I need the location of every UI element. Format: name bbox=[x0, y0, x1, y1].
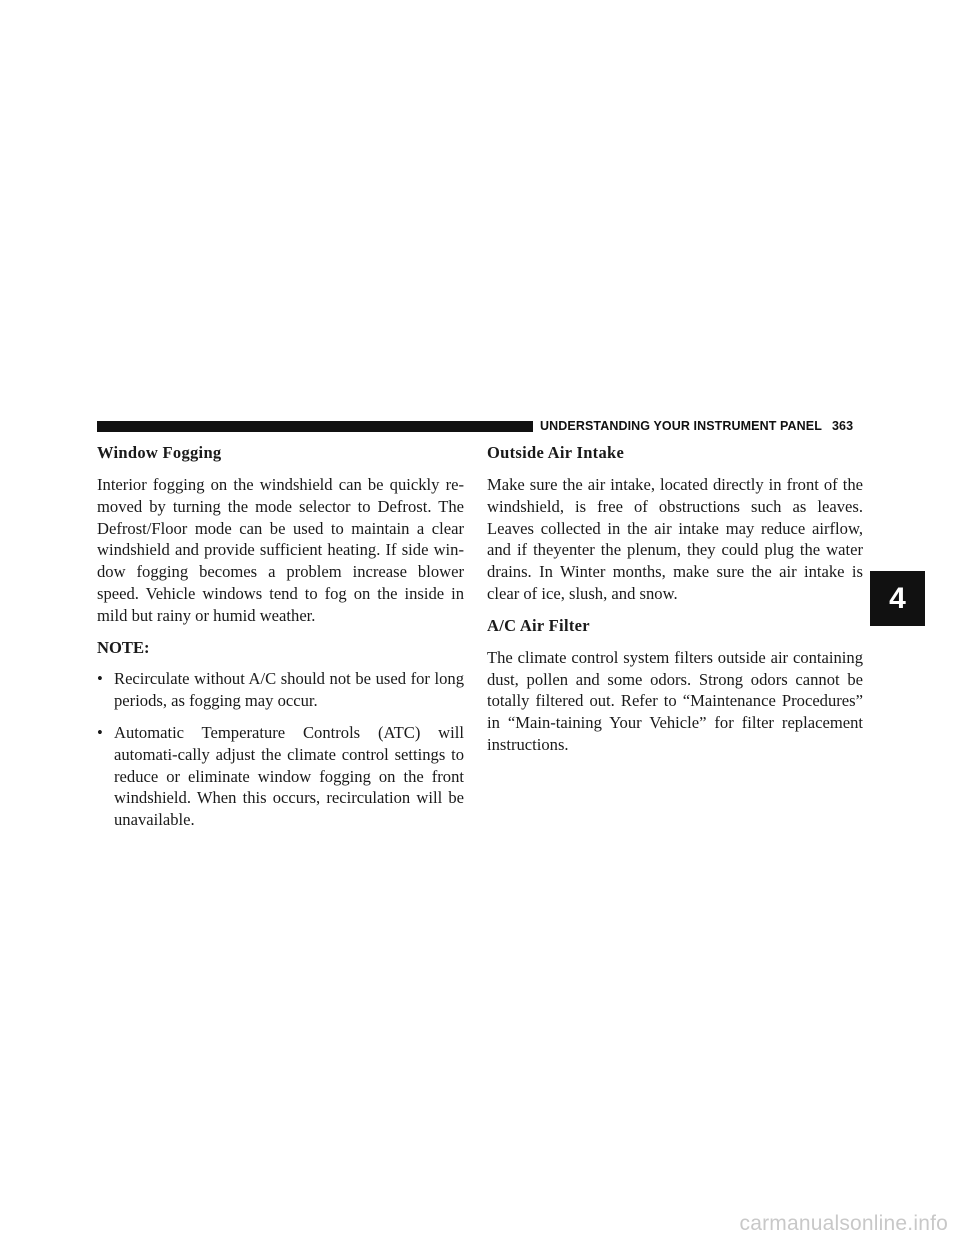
outside-air-intake-heading: Outside Air Intake bbox=[487, 443, 625, 462]
ac-air-filter-heading: A/C Air Filter bbox=[487, 615, 590, 635]
ac-air-filter-paragraph: The climate control system filters outside air containing dust, pollen and some odors. Strong odors cannot be totally filtered out. Refer to “Maintenance Procedures” in “Main-taining Your Vehicle” for filter replacement instructions. bbox=[487, 647, 863, 754]
watermark: carmanualsonline.info bbox=[739, 1212, 948, 1235]
bullet-icon: • bbox=[97, 669, 103, 689]
outside-air-intake-paragraph: Make sure the air intake, located directly in front of the windshield, is free of obstructions such as leaves. Leaves collected in the air intake may reduce airflow, and if theyenter the plenum, they could plug the water drains. In Winter months, make sure the air intake is clear of ice, slush, and snow. bbox=[487, 475, 863, 603]
list-item-text: Recirculate without A/C should not be used for long periods, as fogging may occur. bbox=[114, 669, 464, 711]
page-number: 363 bbox=[831, 419, 854, 433]
header-rule bbox=[97, 421, 533, 432]
window-fogging-heading: Window Fogging bbox=[97, 443, 222, 462]
note-list bbox=[97, 668, 464, 831]
bullet-icon: • bbox=[97, 722, 103, 742]
list-item-text: Automatic Temperature Controls (ATC) will automati-cally adjust the climate control settings to reduce or eliminate window fogging on the front windshield. When this occurs, recirculation will be unavailable. bbox=[114, 722, 464, 830]
window-fogging-paragraph: Interior fogging on the windshield can be quickly re-moved by turning the mode selector to Defrost. The Defrost/Floor mode can be used to maintain a clear windshield and provide sufficient heating. If side win-dow fogging becomes a problem increase blower speed. Vehicle windows tend to fog on the inside in mild but rainy or humid weather. bbox=[97, 475, 464, 625]
list-item bbox=[97, 722, 464, 831]
note-label: NOTE: bbox=[97, 637, 150, 657]
section-title: UNDERSTANDING YOUR INSTRUMENT PANEL bbox=[540, 419, 822, 433]
left-column bbox=[97, 442, 464, 841]
list-item bbox=[97, 668, 464, 712]
running-header bbox=[540, 419, 870, 433]
right-column bbox=[487, 442, 863, 766]
chapter-tab: 4 bbox=[870, 571, 925, 626]
